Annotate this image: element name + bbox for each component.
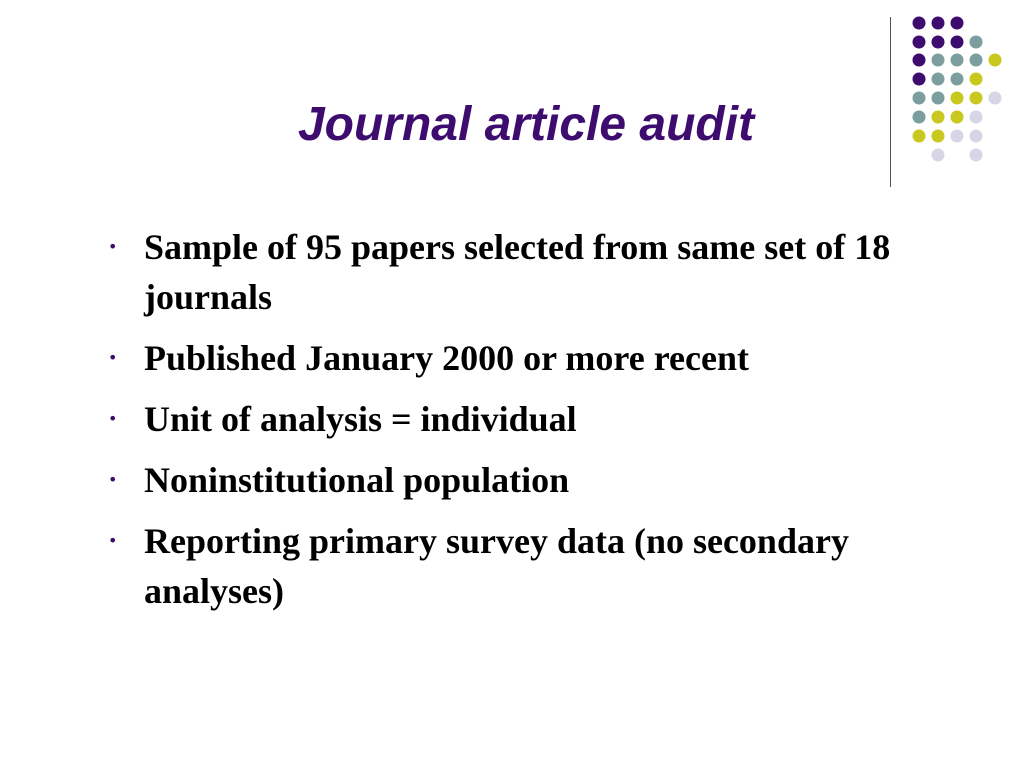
dot <box>951 36 964 49</box>
dot <box>932 54 945 67</box>
bullet-icon: • <box>108 237 118 256</box>
bullet-text: Unit of analysis = individual <box>144 399 577 439</box>
bullet-item <box>100 394 950 444</box>
bullet-icon: • <box>108 470 118 489</box>
bullet-text: Noninstitutional population <box>144 460 570 500</box>
bullet-text: Published January 2000 or more recent <box>144 338 749 378</box>
dot <box>951 17 964 30</box>
bullet-icon: • <box>108 348 118 367</box>
bullet-item <box>100 516 950 616</box>
slide-title: Journal article audit <box>297 98 755 151</box>
dot <box>932 17 945 30</box>
bullet-icon: • <box>108 409 118 428</box>
dot <box>970 73 983 86</box>
dot <box>913 73 926 86</box>
dot <box>913 36 926 49</box>
dot <box>932 73 945 86</box>
dot <box>951 73 964 86</box>
dot <box>970 54 983 67</box>
dot <box>913 17 926 30</box>
bullet-item <box>100 455 950 505</box>
dot <box>951 54 964 67</box>
bullet-item <box>100 333 950 383</box>
dot <box>932 36 945 49</box>
dot <box>989 54 1002 67</box>
dot <box>970 36 983 49</box>
bullet-text: Reporting primary survey data (no secondary analyses) <box>144 521 849 611</box>
bullet-text: Sample of 95 papers selected from same set of 18 journals <box>144 227 891 317</box>
bullet-list <box>100 222 950 627</box>
bullet-item <box>100 222 950 322</box>
dot <box>913 54 926 67</box>
bullet-icon: • <box>108 531 118 550</box>
